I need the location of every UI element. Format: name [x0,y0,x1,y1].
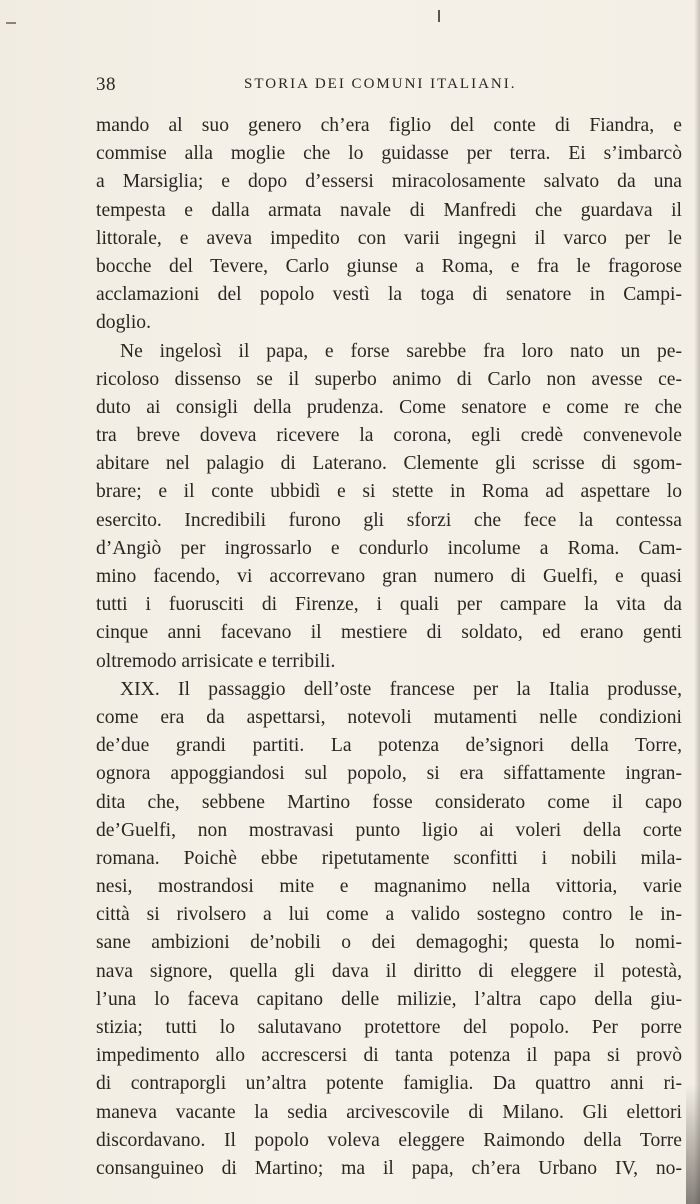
text-line: discordavano. Il popolo voleva eleggere Raimondo della Torre [96,1129,682,1151]
text-line: stizia; tutti lo salutavano protettore del popolo. Per porre [96,1017,682,1038]
text-line: l’una lo faceva capitano delle milizie, l’altra capo della giu- [96,988,682,1010]
text-line: di contraporgli un’altra potente famiglia. Da quattro anni ri- [96,1073,682,1095]
text-line: cinque anni facevano il mestiere di soldato, ed erano genti [96,622,682,644]
text-line: Ne ingelosì il papa, e forse sarebbe fra loro nato un pe- [120,340,682,362]
text-line: a Marsiglia; e dopo d’essersi miracolosamente salvato da una [96,171,682,193]
text-line: mino facendo, vi accorrevano gran numero di Guelfi, e quasi [96,566,682,587]
text-line: come era da aspettarsi, notevoli mutamenti nelle condizioni [96,706,682,728]
text-line: dita che, sebbene Martino fosse considerato come il capo [96,791,682,813]
body-text [96,112,682,1183]
text-line: acclamazioni del popolo vestì la toga di senatore in Campi- [96,284,682,306]
text-line: tempesta e dalla armata navale di Manfredi che guardava il [96,199,682,221]
text-line: doglio. [96,312,151,334]
text-line: brare; e il conte ubbidì e si stette in Roma ad aspettare lo [96,481,682,503]
text-line: d’Angiò per ingrossarlo e condurlo incolume a Roma. Cam- [96,537,682,559]
text-line: ognora appoggiandosi sul popolo, si era siffattamente ingran- [96,763,682,785]
text-line: sane ambizioni de’nobili o dei demagoghi; questa lo nomi- [96,932,682,954]
text-line: impedimento allo accrescersi di tanta potenza il papa si provò [96,1045,682,1067]
text-line: littorale, e aveva impedito con varii ingegni il varco per le [96,227,682,249]
text-line: maneva vacante la sedia arcivescovile di Milano. Gli elettori [96,1101,682,1123]
text-line: nava signore, quella gli dava il diritto di eleggere il potestà, [96,960,682,982]
text-line: mando al suo genero ch’era figlio del conte di Fiandra, e [96,115,682,136]
section-heading-line: XIX. Il passaggio dell’oste francese per la Italia produsse, [120,678,682,700]
top-tick-mark [438,10,440,22]
text-line: nesi, mostrandosi mite e magnanimo nella vittoria, varie [96,876,682,898]
text-line: duto ai consigli della prudenza. Come senatore e come re che [96,396,682,418]
text-line: esercito. Incredibili furono gli sforzi che fece la contessa [96,509,682,531]
text-line: tutti i fuorusciti di Firenze, i quali per campare la vita da [96,594,682,616]
text-line: ricoloso dissenso se il superbo animo di Carlo non avesse ce- [96,368,682,390]
text-line: de’Guelfi, non mostravasi punto ligio ai voleri della corte [96,819,682,841]
text-line: romana. Poichè ebbe ripetutamente sconfitti i nobili mila- [96,847,682,869]
text-line: commise alla moglie che lo guidasse per terra. Ei s’imbarcò [96,143,682,165]
page-header [96,74,682,100]
page-corner-shade [686,1084,700,1204]
text-line: città si rivolsero a lui come a valido sostegno contro le in- [96,904,682,926]
text-line: consanguineo di Martino; ma il papa, ch’era Urbano IV, no- [96,1157,682,1179]
text-line: de’due grandi partiti. La potenza de’signori della Torre, [96,735,682,757]
text-line: abitare nel palagio di Laterano. Clemente gli scrisse di sgom- [96,453,682,475]
text-line: tra breve doveva ricevere la corona, egli credè convenevole [96,425,682,447]
page-number: 38 [96,74,116,95]
running-head: STORIA DEI COMUNI ITALIANI. [244,76,517,92]
page-edge-mark [6,22,16,24]
page-gutter-shadow [694,0,700,1204]
text-line: bocche del Tevere, Carlo giunse a Roma, e fra le fragorose [96,255,682,277]
text-line: oltremodo arrisicate e terribili. [96,650,336,672]
